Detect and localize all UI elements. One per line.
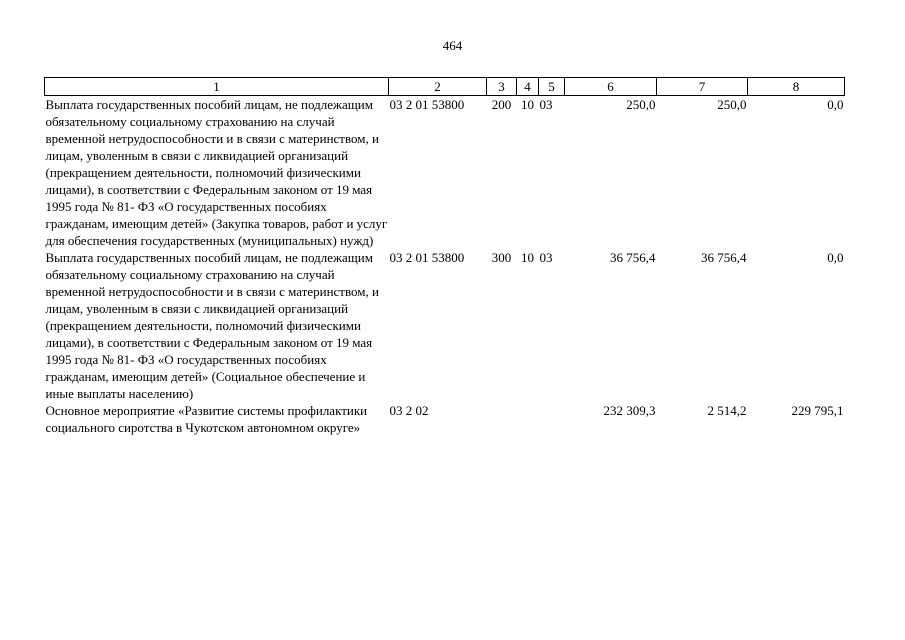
column-header-4: 4: [517, 78, 539, 96]
table-row: [45, 402, 845, 436]
column-header-2: 2: [389, 78, 487, 96]
row-col3-cell: 200: [491, 97, 512, 112]
row-col4-cell: [517, 402, 539, 436]
column-header-3: 3: [487, 78, 517, 96]
row-col5-cell: 03: [539, 250, 553, 265]
column-header-8: 8: [748, 78, 845, 96]
row-col8-cell: 0,0: [827, 97, 844, 112]
row-col3-cell: [487, 402, 517, 436]
row-name-cell: Выплата государственных пособий лицам, не подлежащим обязательному социальному страхованию на случай временной нетрудоспособности и в связи с материнством, и лицам, уволенным в связи с ликвидацией организаций (прекращением деятельности, полномочий физическими лицами), в соответствии с Федеральным законом от 19 мая 1995 года № 81- ФЗ «О государственных пособиях гражданам, имеющим детей» (Закупка товаров, работ и услуг для обеспечения государственных (муниципальных) нужд): [45, 97, 388, 248]
row-name-cell: Основное мероприятие «Развитие системы профилактики социального сиротства в Чукотском автономном округе»: [45, 403, 368, 435]
row-col7-cell: 250,0: [717, 97, 747, 112]
table-row: [45, 96, 845, 250]
row-code-cell: 03 2 01 53800: [389, 97, 465, 112]
budget-table: [44, 77, 845, 436]
row-col6-cell: 250,0: [626, 97, 656, 112]
column-header-6: 6: [565, 78, 657, 96]
header-row: [45, 78, 845, 96]
column-header-1: 1: [45, 78, 389, 96]
row-code-cell: 03 2 02: [389, 403, 429, 418]
row-col8-cell: 229 795,1: [791, 403, 844, 418]
row-col7-cell: 36 756,4: [701, 250, 747, 265]
row-col4-cell: 10: [521, 250, 534, 265]
row-col4-cell: 10: [521, 97, 534, 112]
row-name-cell: Выплата государственных пособий лицам, не подлежащим обязательному социальному страхованию на случай временной нетрудоспособности и в связи с материнством, и лицам, уволенным в связи с ликвидацией организаций (прекращением деятельности, полномочий физическими лицами), в соответствии с Федеральным законом от 19 мая 1995 года № 81- ФЗ «О государственных пособиях гражданам, имеющим детей» (Социальное обеспечение и иные выплаты населению): [45, 250, 379, 401]
table-row: [45, 249, 845, 402]
row-col8-cell: 0,0: [827, 250, 844, 265]
column-header-7: 7: [657, 78, 748, 96]
row-col7-cell: 2 514,2: [707, 403, 747, 418]
row-code-cell: 03 2 01 53800: [389, 250, 465, 265]
row-col5-cell: 03: [539, 97, 553, 112]
row-col6-cell: 36 756,4: [610, 250, 656, 265]
column-header-5: 5: [539, 78, 565, 96]
row-col5-cell: [539, 402, 565, 436]
row-col6-cell: 232 309,3: [603, 403, 656, 418]
page-number: 464: [442, 38, 463, 53]
row-col3-cell: 300: [491, 250, 512, 265]
